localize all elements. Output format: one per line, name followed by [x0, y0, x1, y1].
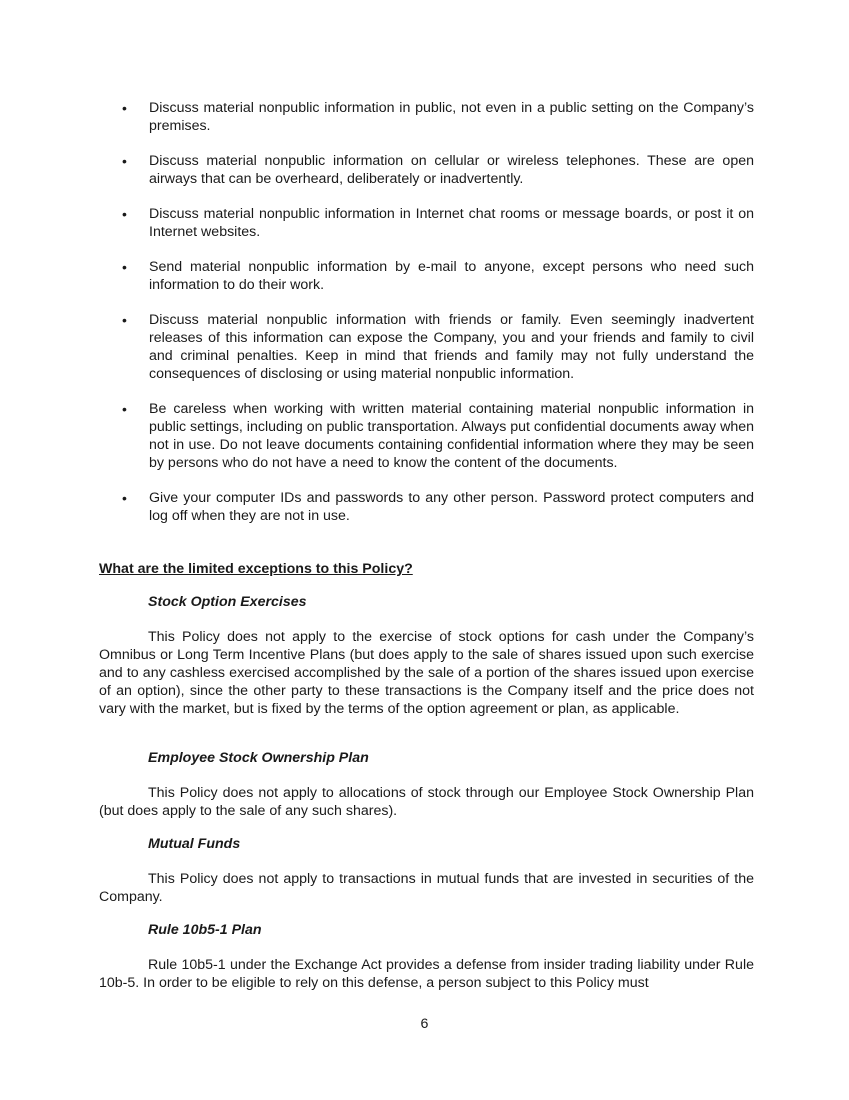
prohibited-actions-list	[122, 99, 754, 542]
list-item-text: Give your computer IDs and passwords to any other person. Password protect computers and log off when they are not in use.	[149, 490, 754, 524]
list-item	[122, 311, 754, 383]
list-item	[122, 205, 754, 241]
section-heading: What are the limited exceptions to this Policy?	[99, 561, 413, 577]
paragraph: This Policy does not apply to the exercise of stock options for cash under the Company’s Omnibus or Long Term Incentive Plans (but does apply to the sale of shares issued upon such exercise and to any cashless exercised accomplished by the sale of a portion of the shares issued upon exercise of an option), since the other party to these transactions is the Company itself and the price does not vary with the market, but is fixed by the terms of the option agreement or plan, as applicable.	[99, 629, 754, 717]
bullet-icon: •	[122, 100, 127, 116]
list-item-text: Send material nonpublic information by e-mail to anyone, except persons who need such information to do their work.	[149, 259, 754, 293]
mutual-funds-section	[99, 835, 754, 906]
paragraph: This Policy does not apply to allocations of stock through our Employee Stock Ownership Plan (but does apply to the sale of any such shares).	[99, 785, 754, 819]
paragraph: Rule 10b5-1 under the Exchange Act provides a defense from insider trading liability under Rule 10b-5. In order to be eligible to rely on this defense, a person subject to this Policy must	[99, 957, 754, 991]
esop-section	[99, 749, 754, 820]
list-item-text: Discuss material nonpublic information in Internet chat rooms or message boards, or post it on Internet websites.	[149, 206, 754, 240]
list-item	[122, 258, 754, 294]
subheading: Mutual Funds	[148, 836, 241, 852]
list-item	[122, 400, 754, 472]
list-item	[122, 489, 754, 525]
bullet-icon: •	[122, 153, 127, 169]
page-number: 6	[420, 1016, 429, 1032]
bullet-icon: •	[122, 206, 127, 222]
subheading: Employee Stock Ownership Plan	[148, 750, 369, 766]
rule-10b5-section	[99, 921, 754, 992]
list-item	[122, 152, 754, 188]
list-item-text: Discuss material nonpublic information in public, not even in a public setting on the Company’s premises.	[149, 100, 754, 134]
bullet-icon: •	[122, 312, 127, 328]
stock-option-section	[99, 593, 754, 718]
subheading: Rule 10b5-1 Plan	[148, 922, 262, 938]
paragraph: This Policy does not apply to transactions in mutual funds that are invested in securities of the Company.	[99, 871, 754, 905]
subheading: Stock Option Exercises	[148, 594, 307, 610]
list-item-text: Discuss material nonpublic information with friends or family. Even seemingly inadvertent releases of this information can expose the Company, you and your friends and family to civil and criminal penalties. Keep in mind that friends and family may not fully understand the consequences of disclosing or using material nonpublic information.	[149, 312, 754, 382]
bullet-icon: •	[122, 401, 127, 417]
list-item-text: Be careless when working with written material containing material nonpublic information in public settings, including on public transportation. Always put confidential documents away when not in use. Do not leave documents containing confidential information where they may be seen by persons who do not have a need to know the content of the documents.	[149, 401, 754, 471]
list-item-text: Discuss material nonpublic information on cellular or wireless telephones. These are open airways that can be overheard, deliberately or inadvertently.	[149, 153, 754, 187]
bullet-icon: •	[122, 490, 127, 506]
bullet-icon: •	[122, 259, 127, 275]
list-item	[122, 99, 754, 135]
